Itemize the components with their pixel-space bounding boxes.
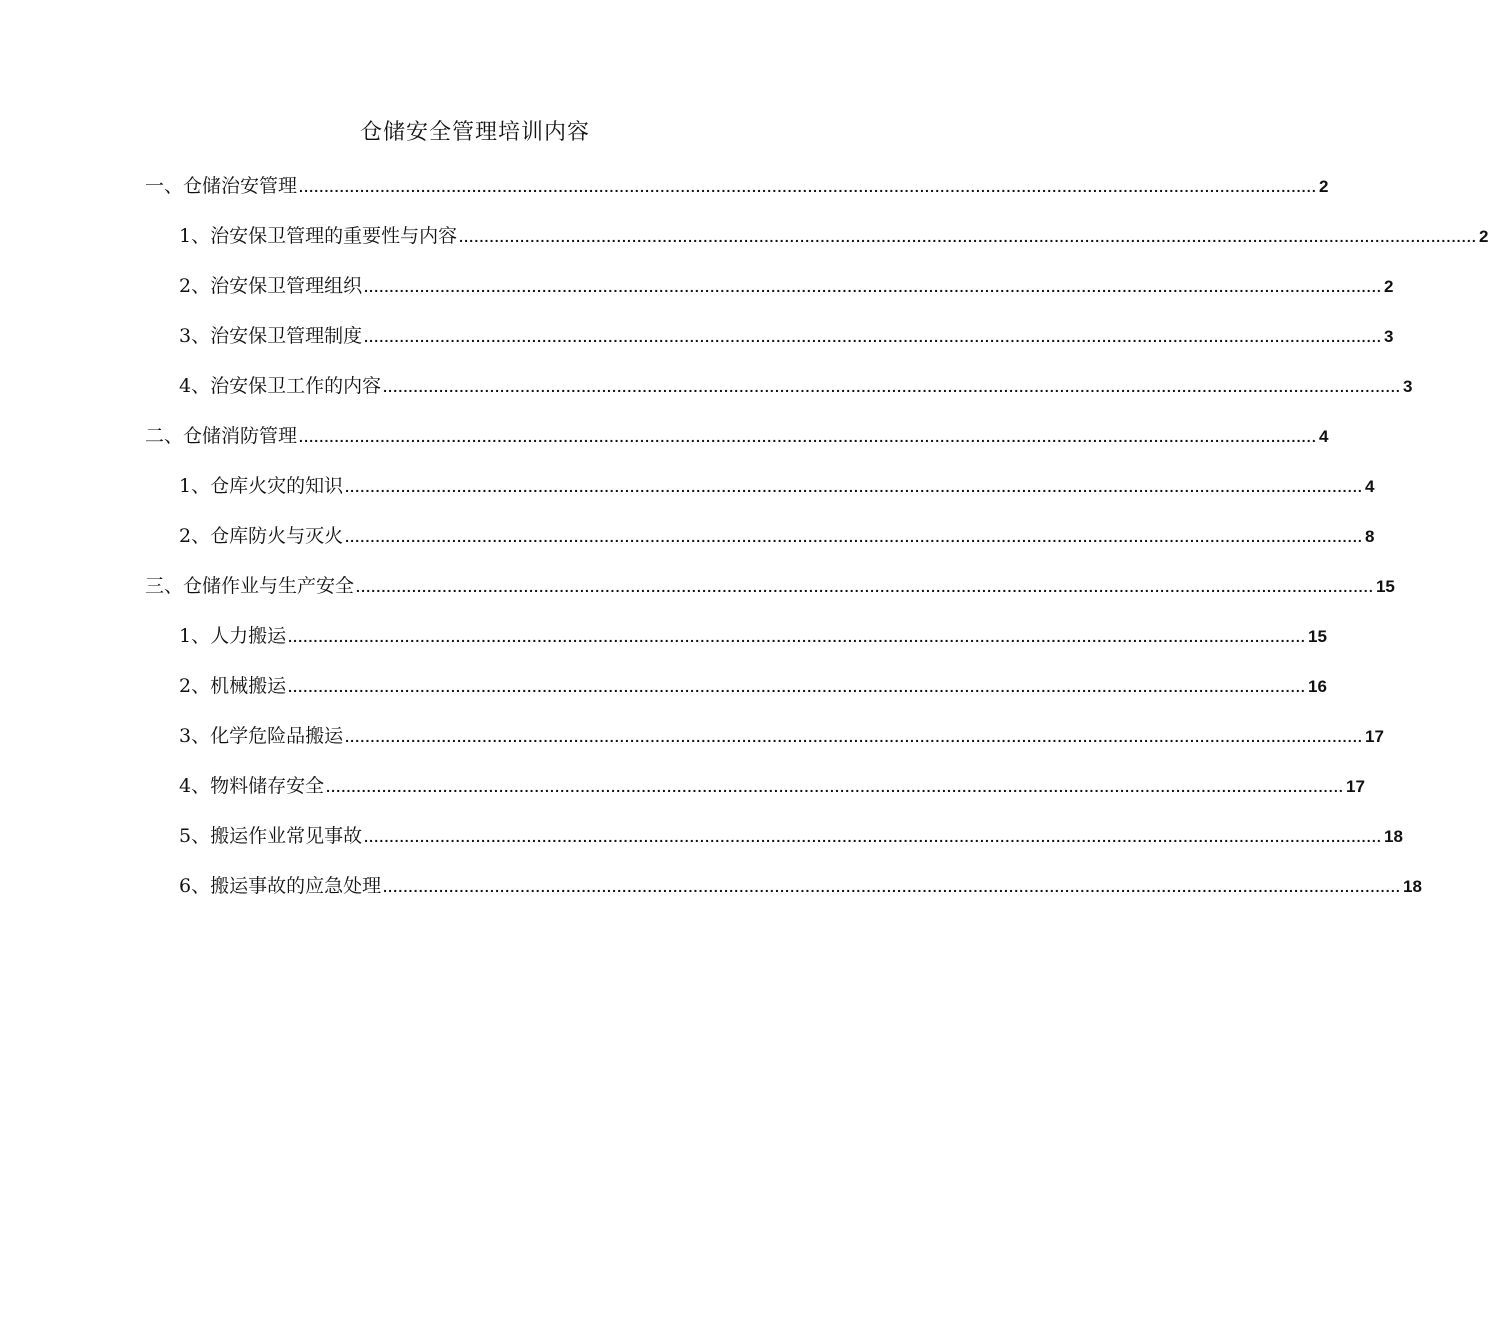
toc-page-number: 4 bbox=[1318, 427, 1329, 446]
toc-entry-section-1[interactable] bbox=[145, 170, 1329, 202]
dot-leader: ........................................................................................................................................................................................................ bbox=[299, 429, 1317, 445]
toc-page-number: 2 bbox=[1384, 277, 1394, 296]
dot-leader: ........................................................................................................................................................................................................ bbox=[356, 579, 1374, 595]
toc-entry-section-3[interactable] bbox=[145, 570, 1395, 602]
dot-leader: ........................................................................................................................................................................................................ bbox=[383, 379, 1402, 395]
toc-page-number: 17 bbox=[1346, 777, 1365, 796]
toc-entry-label: 4、物料储存安全 bbox=[179, 775, 325, 797]
toc-page-number: 16 bbox=[1308, 677, 1327, 696]
toc-page-number: 3 bbox=[1403, 377, 1413, 396]
toc-page-number: 4 bbox=[1365, 477, 1375, 496]
toc-entry-label: 3、治安保卫管理制度 bbox=[179, 325, 363, 347]
toc-page-number: 18 bbox=[1384, 827, 1403, 846]
toc-entry-3-2[interactable] bbox=[179, 670, 1327, 702]
toc-page-number: 15 bbox=[1375, 577, 1395, 596]
toc-entry-label: 2、仓库防火与灭火 bbox=[179, 525, 344, 547]
toc-entry-label: 二、仓储消防管理 bbox=[145, 425, 298, 447]
toc-page-number: 2 bbox=[1479, 227, 1489, 246]
dot-leader: ........................................................................................................................................................................................................ bbox=[288, 629, 1307, 645]
dot-leader: ........................................................................................................................................................................................................ bbox=[288, 679, 1307, 695]
toc-page-number: 8 bbox=[1365, 527, 1375, 546]
toc-page-number: 2 bbox=[1318, 177, 1329, 196]
toc-page-number: 17 bbox=[1365, 727, 1384, 746]
toc-entry-3-4[interactable] bbox=[179, 770, 1365, 802]
toc-page-number: 15 bbox=[1308, 627, 1327, 646]
toc-entry-label: 1、人力搬运 bbox=[179, 625, 287, 647]
toc-page-number: 18 bbox=[1403, 877, 1422, 896]
toc-entry-label: 2、治安保卫管理组织 bbox=[179, 275, 363, 297]
toc-entry-3-5[interactable] bbox=[179, 820, 1403, 852]
toc-entry-label: 3、化学危险品搬运 bbox=[179, 725, 344, 747]
toc-entry-1-4[interactable] bbox=[179, 370, 1413, 402]
toc-entry-1-1[interactable] bbox=[179, 220, 1489, 252]
dot-leader: ........................................................................................................................................................................................................ bbox=[299, 179, 1317, 195]
toc-entry-3-3[interactable] bbox=[179, 720, 1384, 752]
toc-entry-1-3[interactable] bbox=[179, 320, 1394, 352]
dot-leader: ........................................................................................................................................................................................................ bbox=[326, 779, 1345, 795]
dot-leader: ........................................................................................................................................................................................................ bbox=[345, 479, 1364, 495]
dot-leader: ........................................................................................................................................................................................................ bbox=[364, 829, 1383, 845]
dot-leader: ........................................................................................................................................................................................................ bbox=[364, 329, 1383, 345]
dot-leader: ........................................................................................................................................................................................................ bbox=[345, 529, 1364, 545]
document-title: 仓储安全管理培训内容 bbox=[359, 120, 590, 145]
toc-entry-label: 一、仓储治安管理 bbox=[145, 175, 298, 197]
dot-leader: ........................................................................................................................................................................................................ bbox=[345, 729, 1364, 745]
toc-entry-2-1[interactable] bbox=[179, 470, 1375, 502]
dot-leader: ........................................................................................................................................................................................................ bbox=[383, 879, 1402, 895]
toc-entry-3-6[interactable] bbox=[179, 870, 1422, 902]
toc-entry-2-2[interactable] bbox=[179, 520, 1375, 552]
toc-entry-label: 1、仓库火灾的知识 bbox=[179, 475, 344, 497]
toc-entry-section-2[interactable] bbox=[145, 420, 1329, 452]
toc-entry-3-1[interactable] bbox=[179, 620, 1327, 652]
toc-entry-label: 6、搬运事故的应急处理 bbox=[179, 875, 382, 897]
toc-entry-label: 三、仓储作业与生产安全 bbox=[145, 575, 355, 597]
toc-entry-label: 2、机械搬运 bbox=[179, 675, 287, 697]
toc-entry-label: 1、治安保卫管理的重要性与内容 bbox=[179, 225, 458, 247]
dot-leader: ........................................................................................................................................................................................................ bbox=[459, 229, 1478, 245]
toc-page-number: 3 bbox=[1384, 327, 1394, 346]
toc-entry-1-2[interactable] bbox=[179, 270, 1394, 302]
dot-leader: ........................................................................................................................................................................................................ bbox=[364, 279, 1383, 295]
toc-entry-label: 5、搬运作业常见事故 bbox=[179, 825, 363, 847]
toc-entry-label: 4、治安保卫工作的内容 bbox=[179, 375, 382, 397]
